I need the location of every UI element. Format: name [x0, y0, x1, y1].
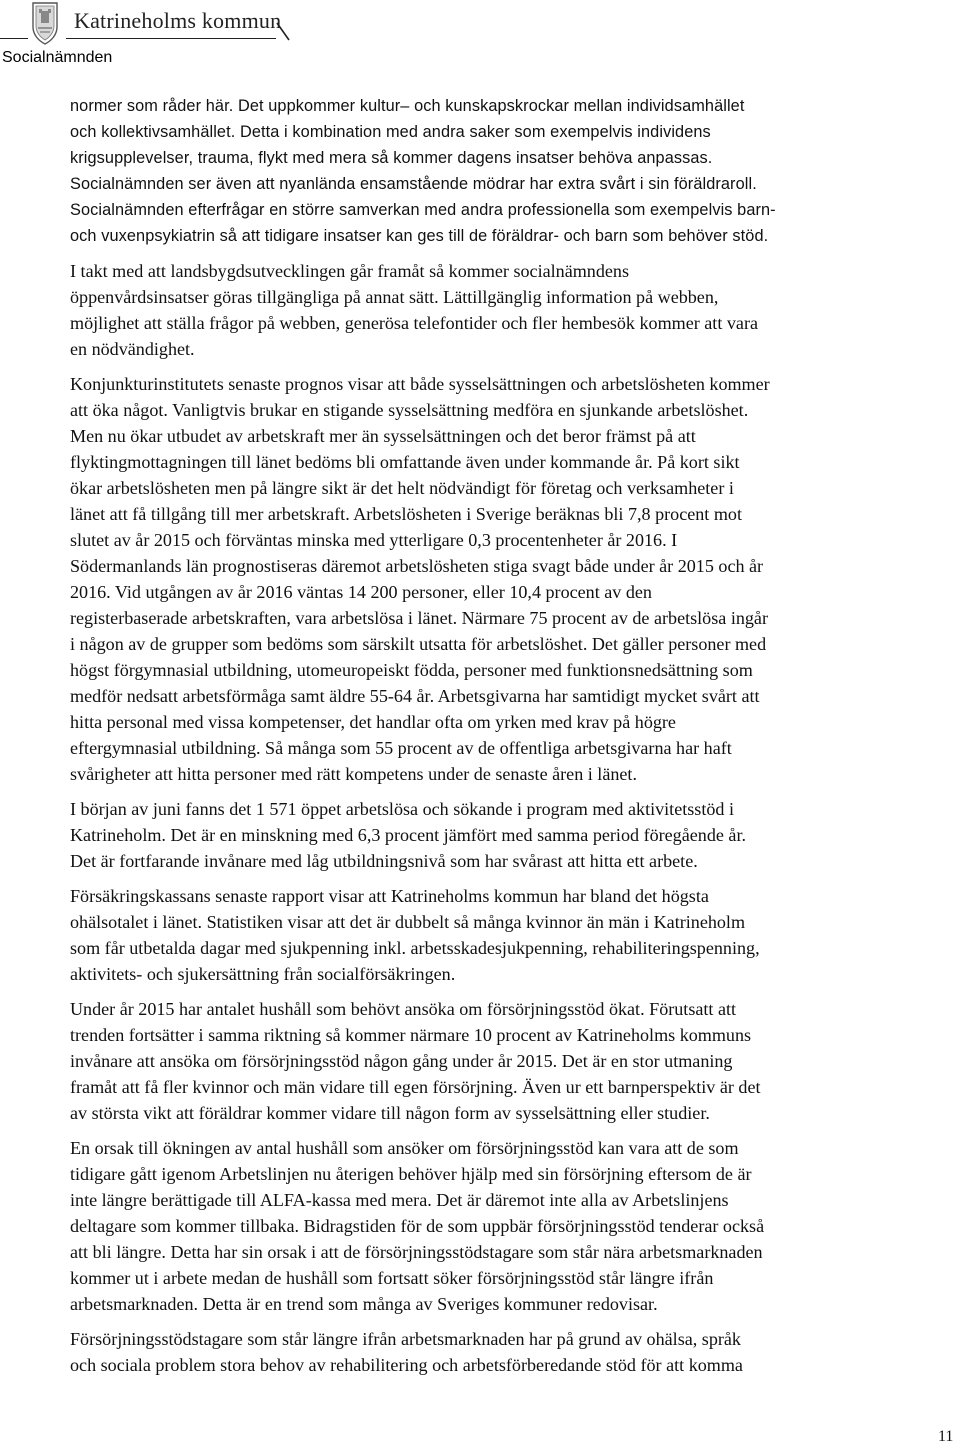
text-line: invånare att ansöka om försörjningsstöd någon gång under år 2015. Det är en stor utmaning — [70, 1051, 733, 1071]
text-line: registerbaserade arbetskraften, vara arbetslösa i länet. Närmare 75 procent av de arbetslösa ingår — [70, 608, 768, 628]
text-line: I takt med att landsbygdsutvecklingen går framåt så kommer socialnämndens — [70, 261, 629, 281]
text-line: i någon av de grupper som bedöms som särskilt utsatta för arbetslöshet. Det gäller personer med — [70, 634, 767, 654]
paragraph — [70, 996, 960, 1126]
text-line: medför nedsatt arbetsförmåga samt äldre 55-64 år. Arbetsgivarna har samtidigt mycket svårt att — [70, 686, 760, 706]
text-line: slutet av år 2015 och förväntas minska med ytterligare 0,3 procentenheter år 2016. I — [70, 530, 678, 550]
header-rule-right — [66, 38, 276, 39]
text-line: Södermanlands län prognostiseras däremot arbetslösheten stiga svagt både under år 2015 och år — [70, 556, 764, 576]
text-line: möjlighet att ställa frågor på webben, generösa telefontider och fler hembesök kommer att vara — [70, 313, 759, 333]
text-line: normer som råder här. Det uppkommer kultur– och kunskapskrockar mellan individsamhället — [70, 97, 745, 115]
paragraph — [70, 796, 960, 874]
text-line: tidigare gått igenom Arbetslinjen nu återigen behöver hjälp med sin försörjning eftersom de är — [70, 1164, 752, 1184]
text-line: Under år 2015 har antalet hushåll som behövt ansöka om försörjningsstöd ökat. Förutsatt att — [70, 999, 737, 1019]
text-line: att bli längre. Detta har sin orsak i att de försörjningsstödstagare som står nära arbetsmarknaden — [70, 1242, 763, 1262]
text-line: av största vikt att föräldrar kommer vidare till någon form av sysselsättning eller studier. — [70, 1103, 710, 1123]
text-line: kommer ut i arbete medan de hushåll som fortsatt söker försörjningsstöd står längre ifrån — [70, 1268, 714, 1288]
text-line: ökar arbetslösheten men på längre sikt är det helt nödvändigt för företag och verksamheter i — [70, 478, 734, 498]
text-line: aktivitets- och sjukersättning från socialförsäkringen. — [70, 964, 456, 984]
text-line: Socialnämnden efterfrågar en större samverkan med andra professionella som exempelvis barn- — [70, 201, 776, 219]
document-body — [70, 93, 960, 1387]
text-line: Katrineholm. Det är en minskning med 6,3 procent jämfört med samma period föregående år. — [70, 825, 746, 845]
municipal-crest-icon — [30, 1, 60, 45]
text-line: och kollektivsamhället. Detta i kombination med andra saker som exempelvis individens — [70, 123, 711, 141]
paragraph — [70, 1326, 960, 1378]
text-line: eftergymnasial utbildning. Så många som 55 procent av de offentliga arbetsgivarna har haft — [70, 738, 732, 758]
paragraph — [70, 883, 960, 987]
text-line: En orsak till ökningen av antal hushåll som ansöker om försörjningsstöd kan vara att de som — [70, 1138, 739, 1158]
municipality-name: Katrineholms kommun — [74, 8, 282, 33]
text-line: trenden fortsätter i samma riktning så kommer närmare 10 procent av Katrineholms kommuns — [70, 1025, 752, 1045]
text-line: som får utbetalda dagar med sjukpenning inkl. arbetsskadesjukpenning, rehabiliteringspenning, — [70, 938, 760, 958]
paragraph — [70, 1135, 960, 1317]
text-line: Försäkringskassans senaste rapport visar att Katrineholms kommun har bland det högsta — [70, 886, 709, 906]
text-line: en nödvändighet. — [70, 339, 195, 359]
text-line: I början av juni fanns det 1 571 öppet arbetslösa och sökande i program med aktivitetsstöd i — [70, 799, 734, 819]
text-line: att öka något. Vanligtvis brukar en stigande sysselsättning medföra en sjunkande arbetslöshet. — [70, 400, 749, 420]
text-line: ohälsotalet i länet. Statistiken visar att det är dubbelt så många kvinnor än män i Katrineholm — [70, 912, 746, 932]
text-line: öppenvårdsinsatser göras tillgängliga på annat sätt. Lättillgänglig information på webben, — [70, 287, 719, 307]
page-number: 11 — [938, 1428, 954, 1445]
text-line: inte längre berättigade till ALFA-kassa med mera. Det är däremot inte alla av Arbetslinjens — [70, 1190, 729, 1210]
paragraph — [70, 371, 960, 787]
text-line: framåt att få fler kvinnor och män vidare till egen försörjning. Även ur ett barnperspektiv är det — [70, 1077, 761, 1097]
text-line: Det är fortfarande invånare med låg utbildningsnivå som har svårast att hitta ett arbete. — [70, 851, 698, 871]
text-line: högst förgymnasial utbildning, utomeuropeiskt födda, personer med funktionsnedsättning som — [70, 660, 753, 680]
text-line: Konjunkturinstitutets senaste prognos visar att både sysselsättningen och arbetslösheten kommer — [70, 374, 770, 394]
text-line: hitta personal med vissa kompetenser, det handlar ofta om yrken med krav på högre — [70, 712, 676, 732]
text-line: svårigheter att hitta personer med rätt kompetens under de senaste åren i länet. — [70, 764, 637, 784]
paragraph — [70, 258, 960, 362]
page-header — [0, 0, 960, 80]
text-line: Socialnämnden ser även att nyanlända ensamstående mödrar har extra svårt i sin föräldraroll. — [70, 175, 757, 193]
paragraph — [70, 93, 960, 249]
department-label: Socialnämnden — [2, 49, 113, 66]
text-line: Försörjningsstödstagare som står längre ifrån arbetsmarknaden har på grund av ohälsa, språk — [70, 1329, 741, 1349]
text-line: 2016. Vid utgången av år 2016 väntas 14 200 personer, eller 10,4 procent av den — [70, 582, 652, 602]
text-line: krigsupplevelser, trauma, flykt med mera så kommer dagens insatser behöva anpassas. — [70, 149, 713, 167]
text-line: deltagare som kommer tillbaka. Bidragstiden för de som uppbär försörjningsstöd tenderar också — [70, 1216, 765, 1236]
header-rule-left — [0, 38, 28, 39]
text-line: länet att få tillgång till mer arbetskraft. Arbetslösheten i Sverige beräknas bli 7,8 procent mot — [70, 504, 742, 524]
text-line: flyktingmottagningen till länet bedöms bli omfattande även under kommande år. På kort sikt — [70, 452, 740, 472]
text-line: och vuxenpsykiatrin så att tidigare insatser kan ges till de föräldrar- och barn som behöver stöd. — [70, 227, 769, 245]
text-line: Men nu ökar utbudet av arbetskraft mer än sysselsättningen och det beror främst på att — [70, 426, 696, 446]
text-line: arbetsmarknaden. Detta är en trend som många av Sveriges kommuner redovisar. — [70, 1294, 658, 1314]
text-line: och sociala problem stora behov av rehabilitering och arbetsförberedande stöd för att komma — [70, 1355, 743, 1375]
